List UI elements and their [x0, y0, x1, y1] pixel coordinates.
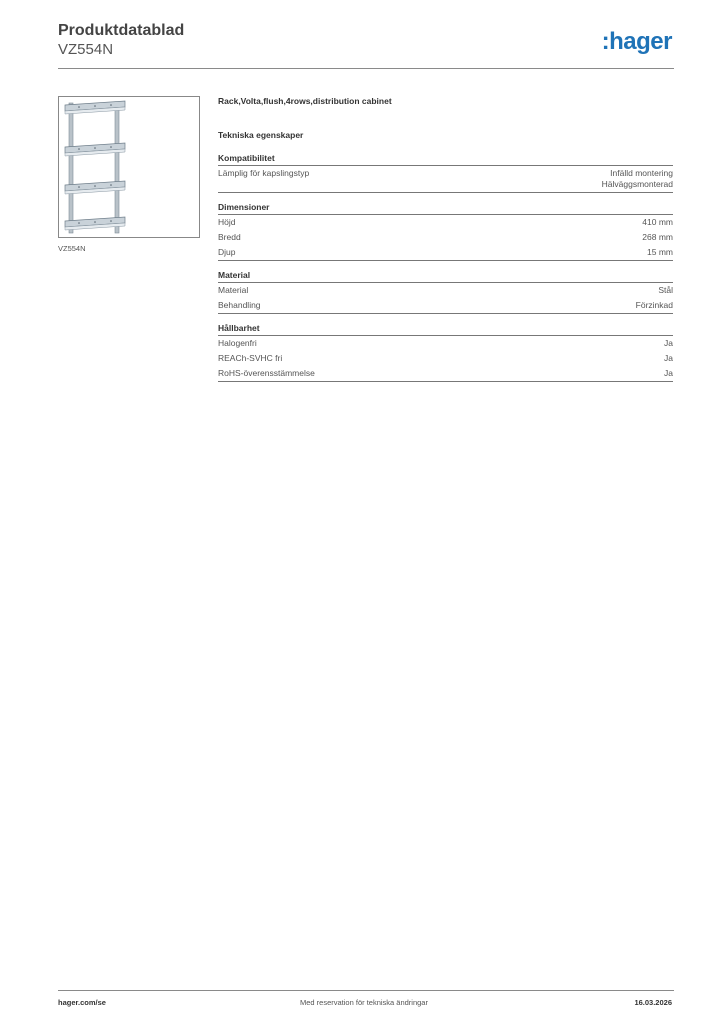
footer-disclaimer: Med reservation för tekniska ändringar	[300, 998, 428, 1007]
spec-value: Ja	[664, 353, 673, 363]
footer-divider	[58, 990, 674, 991]
header-divider	[58, 68, 674, 69]
section-sustainability	[218, 323, 673, 382]
spec-label: Höjd	[218, 217, 236, 227]
spec-label: Behandling	[218, 300, 261, 310]
spec-content	[218, 96, 673, 391]
spec-value: Ja	[664, 338, 673, 348]
spec-label: Bredd	[218, 232, 241, 242]
spec-row	[218, 166, 673, 193]
rack-illustration	[59, 97, 201, 239]
spec-label: Djup	[218, 247, 236, 257]
spec-value: Ja	[664, 368, 673, 378]
section-heading: Dimensioner	[218, 202, 673, 215]
spec-row	[218, 215, 673, 230]
spec-label: RoHS-överensstämmelse	[218, 368, 315, 378]
section-heading: Kompatibilitet	[218, 153, 673, 166]
spec-label: Halogenfri	[218, 338, 257, 348]
spec-row	[218, 230, 673, 245]
properties-heading: Tekniska egenskaper	[218, 130, 304, 140]
spec-row	[218, 336, 673, 351]
section-heading: Hållbarhet	[218, 323, 673, 336]
website-link[interactable]: hager.com/se	[58, 998, 106, 1007]
spec-value: 268 mm	[642, 232, 673, 242]
footer-date: 16.03.2026	[634, 998, 672, 1007]
product-image	[58, 96, 200, 238]
document-title: Produktdatablad	[58, 22, 185, 39]
product-code: VZ554N	[58, 41, 114, 58]
spec-label: Lämplig för kapslingstyp	[218, 168, 310, 178]
spec-value-line: Hälväggsmonterad	[601, 179, 673, 189]
spec-value	[602, 168, 673, 190]
spec-row	[218, 298, 673, 314]
page-header	[58, 20, 674, 70]
spec-label: Material	[218, 285, 249, 295]
spec-value: 410 mm	[642, 217, 673, 227]
section-compatibility	[218, 153, 673, 193]
spec-label: REACh-SVHC fri	[218, 353, 283, 363]
product-description: Rack,Volta,flush,4rows,distribution cabinet	[218, 96, 392, 106]
spec-value: Förzinkad	[635, 300, 673, 310]
spec-value: 15 mm	[647, 247, 673, 257]
spec-value-line: Infälld montering	[610, 168, 673, 178]
spec-row	[218, 366, 673, 382]
hager-logo: :hager	[601, 28, 672, 55]
section-material	[218, 270, 673, 314]
section-heading: Material	[218, 270, 673, 283]
spec-row	[218, 245, 673, 261]
spec-value: Stål	[658, 285, 673, 295]
section-dimensions	[218, 202, 673, 261]
spec-row	[218, 283, 673, 298]
image-caption: VZ554N	[58, 244, 86, 253]
spec-row	[218, 351, 673, 366]
